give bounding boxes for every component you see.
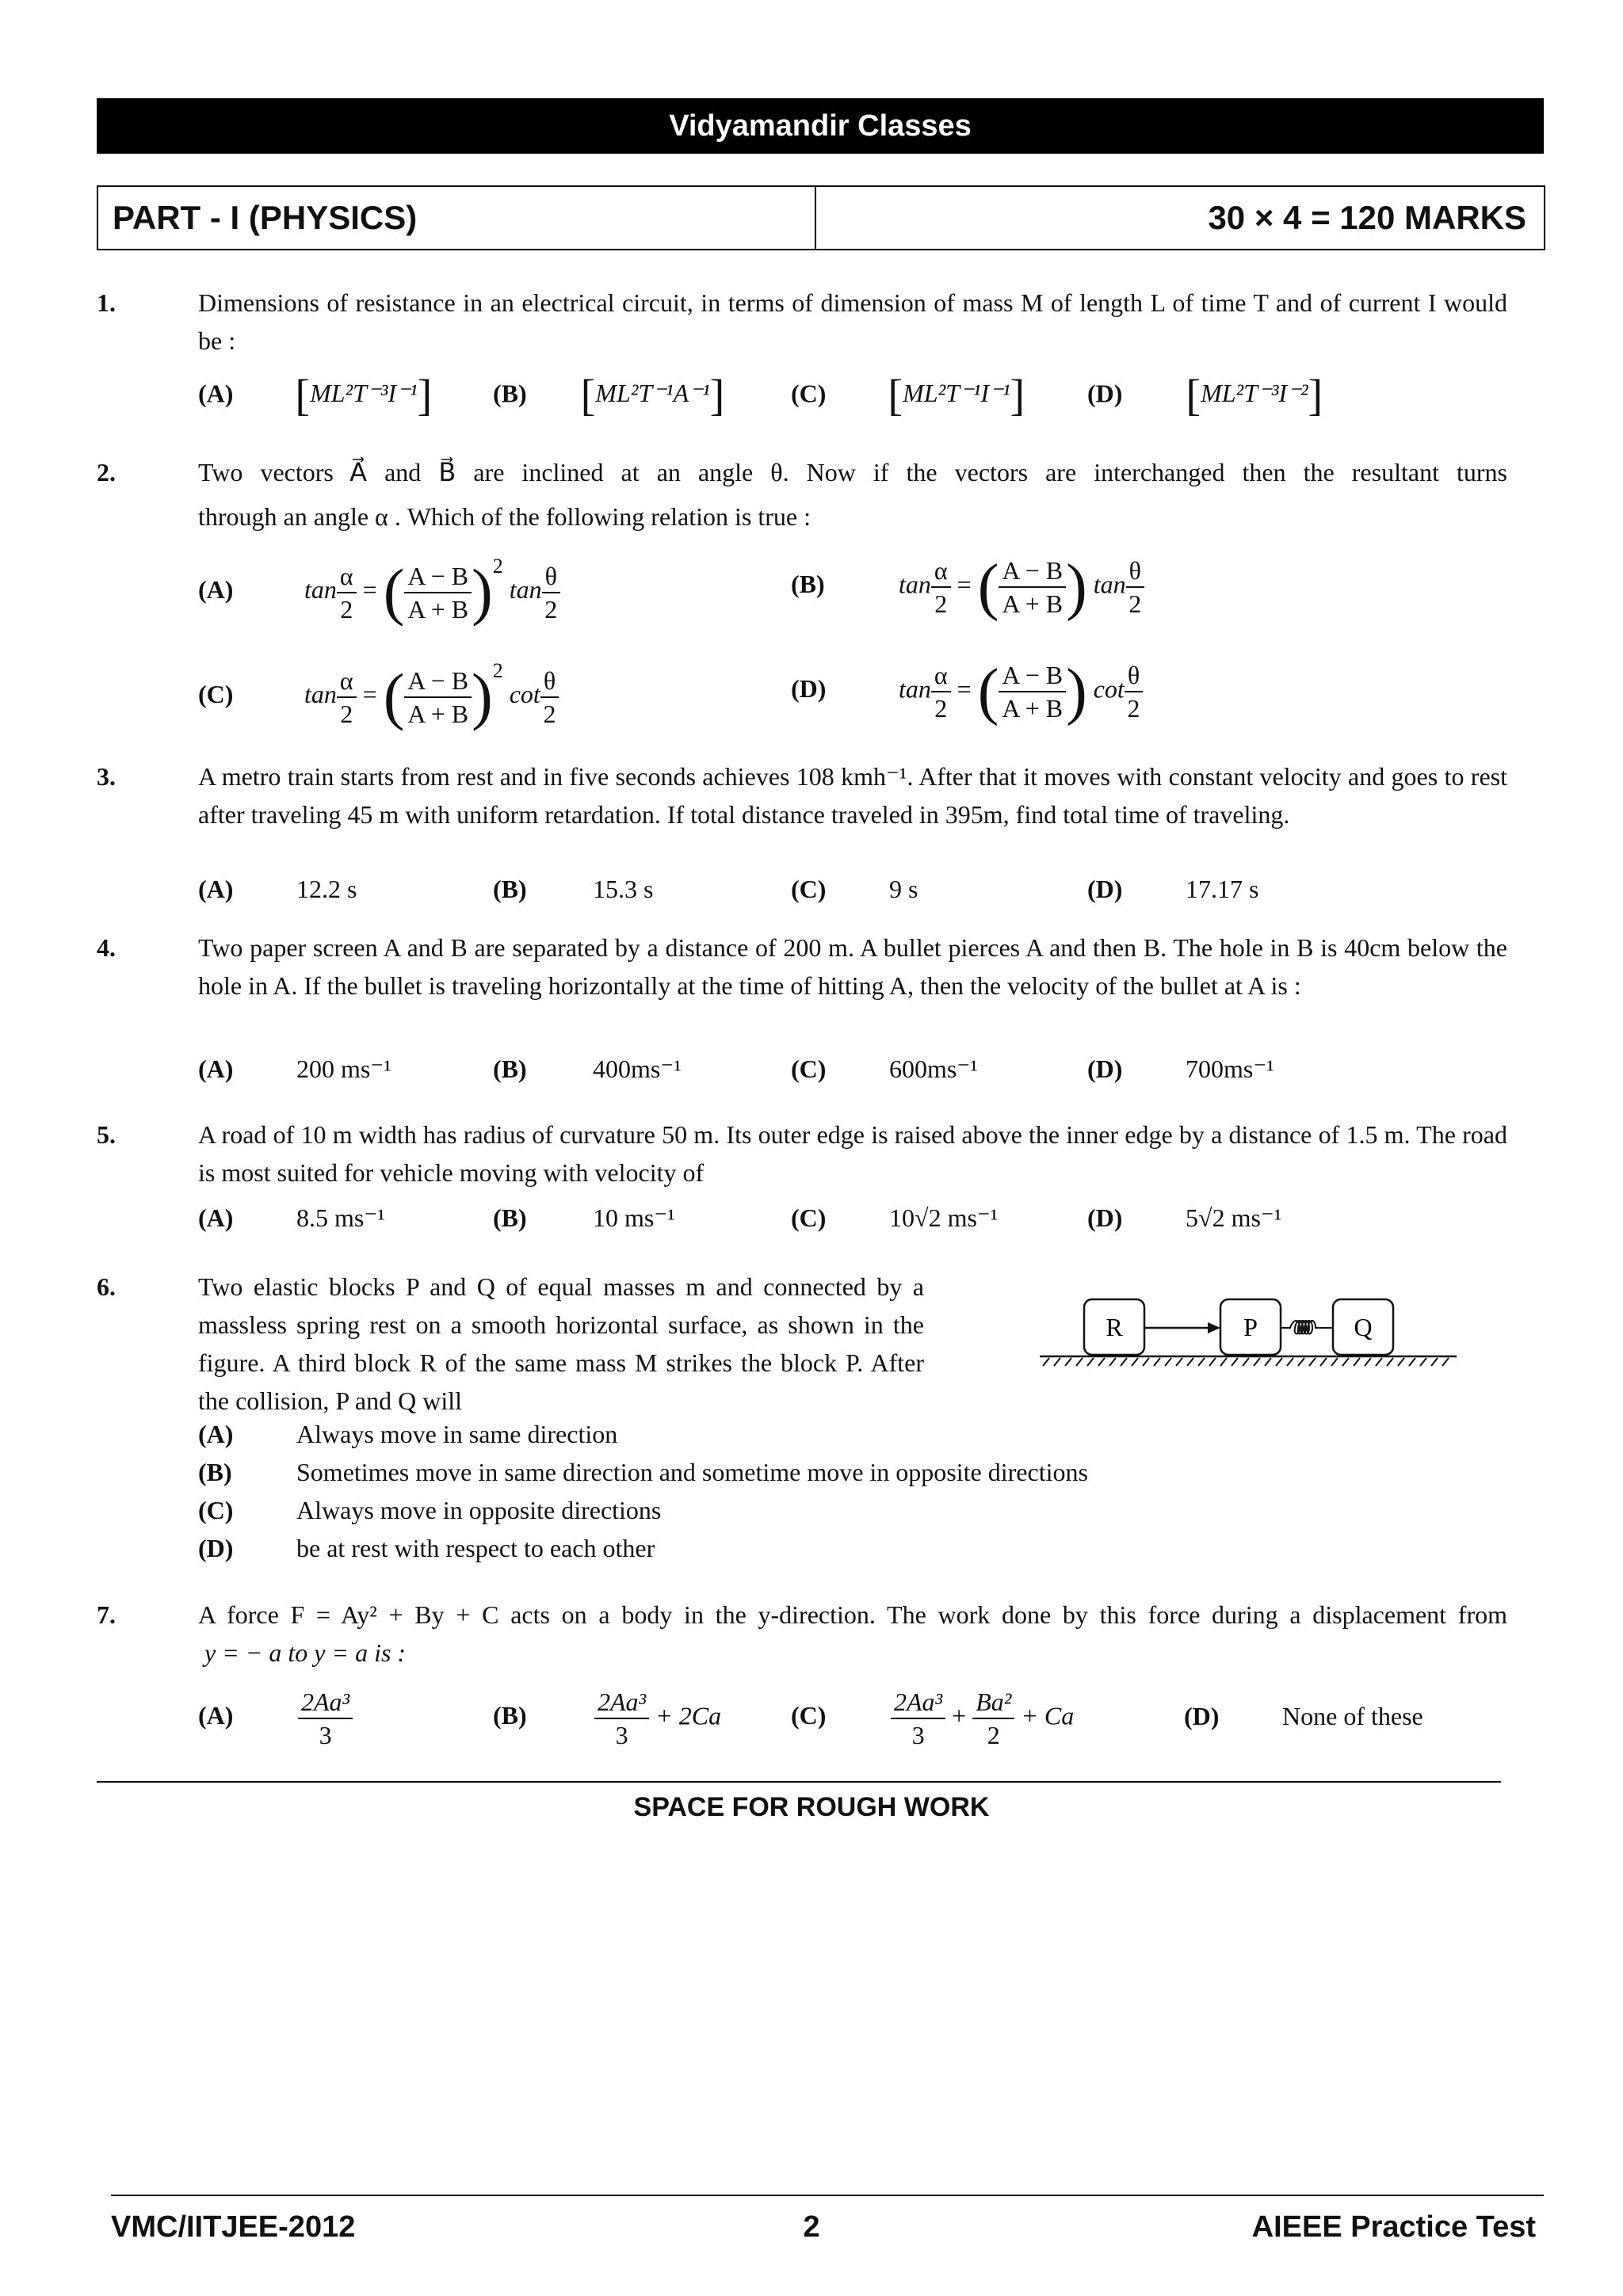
footer-left: VMC/IITJEE-2012	[111, 2210, 356, 2244]
question-1	[97, 284, 1507, 355]
q2-option-c: (C) tan $\frac{\alpha}{2}$ = ( $\frac{A - B}{A + B}$ )$^2$ cot $\frac{\theta}{2}$	[198, 659, 559, 730]
q4-option-c: (C) 600ms⁻¹	[791, 1055, 978, 1083]
q5-option-b: (B) 10 ms⁻¹	[493, 1203, 675, 1232]
question-2	[97, 453, 1507, 532]
q3-option-a: (A) 12.2 s	[198, 875, 357, 903]
header-title: Vidyamandir Classes	[669, 109, 972, 143]
question-number: 1.	[97, 288, 116, 317]
part-marks: 30 × 4 = 120 MARKS	[1208, 199, 1526, 236]
q1-option-c: (C) [ML²T⁻¹I⁻¹]	[791, 372, 1025, 421]
arrow-head-icon	[1208, 1322, 1220, 1333]
block-q-label: Q	[1354, 1313, 1373, 1341]
block-p-label: P	[1243, 1313, 1258, 1341]
question-text: A road of 10 m width has radius of curvature 50 m. Its outer edge is raised above the inner edge by a distance of 1.5 m. The road is most suited for vehicle moving with velocity of	[198, 1120, 1507, 1187]
question-text: A metro train starts from rest and in five seconds achieves 108 kmh⁻¹. After that it moves with constant velocity and goes to rest after traveling 45 m with uniform retardation. If total distance traveled in 395m, find total time of traveling.	[198, 762, 1507, 829]
q1-option-b: (B) [ML²T⁻¹A⁻¹]	[493, 372, 725, 421]
footer-right: AIEEE Practice Test	[1251, 2210, 1536, 2244]
footer-rule	[111, 2195, 1544, 2196]
question-text: Two elastic blocks P and Q of equal masses m and connected by a massless spring rest on a smooth horizontal surface, as shown in the figure. A third block R of the same mass M strikes the block P. After the collision, P and Q will	[198, 1272, 924, 1415]
q7-option-a: (A) $\frac{\text{2Aa³}}{3}$	[198, 1686, 353, 1751]
q5-option-a: (A) 8.5 ms⁻¹	[198, 1203, 385, 1232]
ground-hatch	[1043, 1358, 1449, 1366]
block-r-label: R	[1106, 1313, 1123, 1341]
part-label: PART - I (PHYSICS)	[98, 187, 816, 249]
question-text: Dimensions of resistance in an electrical circuit, in terms of dimension of mass M of length L of time T and of current I would be :	[198, 288, 1507, 355]
q7-option-d: (D) None of these	[1184, 1702, 1423, 1730]
q4-option-d: (D) 700ms⁻¹	[1087, 1055, 1274, 1083]
q6-option-c: (C) Always move in opposite directions	[198, 1496, 662, 1524]
q1-option-a: (A) [ML²T⁻³I⁻¹]	[198, 372, 433, 421]
question-text-line1: A force F = Ay² + By + C acts on a body in the y-direction. The work done by this force during a displacement from	[198, 1600, 1507, 1629]
question-text-line2: y = − a to y = a is :	[204, 1638, 407, 1667]
question-text-line1: Two vectors A⃗ and B⃗ are inclined at an angle θ. Now if the vectors are interchanged then the resultant turns	[198, 458, 1507, 486]
footer-page-number: 2	[803, 2210, 820, 2244]
question-number: 7.	[97, 1600, 116, 1629]
q1-option-d: (D) [ML²T⁻³I⁻²]	[1087, 372, 1323, 421]
rough-work-label: SPACE FOR ROUGH WORK	[633, 1792, 990, 1822]
q6-option-a: (A) Always move in same direction	[198, 1420, 618, 1448]
question-number: 4.	[97, 933, 116, 962]
question-number: 6.	[97, 1272, 116, 1301]
question-number: 3.	[97, 762, 116, 791]
question-text: Two paper screen A and B are separated by a distance of 200 m. A bullet pierces A and then B. The hole in B is 40cm below the hole in A. If the bullet is traveling horizontally at the time of hitting A, then the velocity of the bullet at A is :	[198, 933, 1507, 1000]
q3-option-b: (B) 15.3 s	[493, 875, 654, 903]
q4-option-a: (A) 200 ms⁻¹	[198, 1055, 391, 1083]
question-3	[97, 757, 1507, 871]
q2-option-a: (A) tan $\frac{\alpha}{2}$ = ( $\frac{A - B}{A + B}$ )$^2$ tan $\frac{\theta}{2}$	[198, 555, 560, 625]
q7-option-c: (C) $\frac{\text{2Aa³}}{3}$ + $\frac{\text{Ba²}}{2}$ + Ca	[791, 1688, 1075, 1749]
q5-option-c: (C) 10√2 ms⁻¹	[791, 1203, 999, 1232]
question-7	[97, 1596, 1507, 1675]
question-text-line2: through an angle α . Which of the following relation is true :	[198, 502, 812, 531]
q5-option-d: (D) 5√2 ms⁻¹	[1087, 1203, 1282, 1232]
divider-line	[97, 1781, 1501, 1783]
q2-option-d: (D) tan $\frac{\alpha}{2}$ = ( $\frac{A - B}{A + B}$ ) cot $\frac{\theta}{2}$	[791, 659, 1143, 724]
question-5	[97, 1116, 1507, 1192]
q3-option-c: (C) 9 s	[791, 875, 918, 903]
question-4	[97, 929, 1507, 1043]
q2-option-b: (B) tan $\frac{\alpha}{2}$ = ( $\frac{A - B}{A + B}$ ) tan $\frac{\theta}{2}$	[791, 555, 1144, 620]
question-6	[97, 1268, 924, 1420]
question-number: 5.	[97, 1120, 116, 1149]
header-bar	[97, 98, 1544, 154]
spring-icon	[1281, 1321, 1333, 1334]
q7-option-b: (B) $\frac{\text{2Aa³}}{3}$ + 2Ca	[493, 1688, 722, 1749]
q6-option-d: (D) be at rest with respect to each other	[198, 1534, 655, 1562]
question-number: 2.	[97, 458, 116, 486]
q4-option-b: (B) 400ms⁻¹	[493, 1055, 682, 1083]
q3-option-d: (D) 17.17 s	[1087, 875, 1259, 903]
q6-option-b: (B) Sometimes move in same direction and sometime move in opposite directions	[198, 1458, 1088, 1486]
spring-blocks-figure	[1038, 1290, 1466, 1377]
part-header	[97, 185, 1545, 250]
